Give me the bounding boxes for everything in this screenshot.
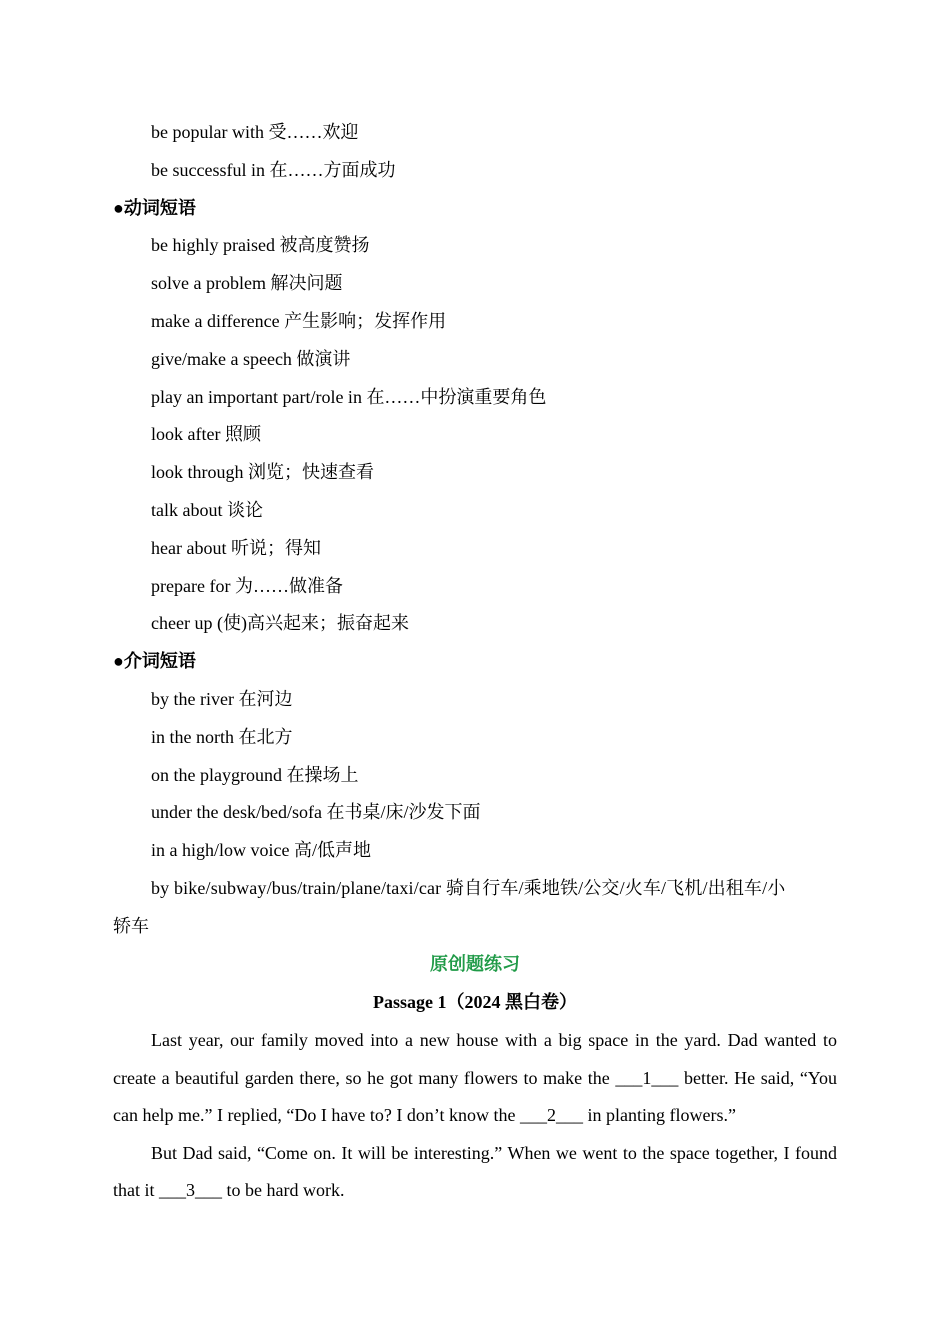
phrase-line: hear about 听说；得知 (151, 538, 321, 558)
phrase-line: be successful in 在……方面成功 (151, 160, 396, 180)
passage-paragraph: But Dad said, “Come on. It will be interesting.” When we went to the space together, I found that it ___3___ to be hard work. (113, 1142, 837, 1201)
passage-body (113, 1022, 837, 1210)
section-title: 原创题练习 (430, 954, 520, 974)
phrase-line: on the playground 在操场上 (151, 765, 359, 785)
phrase-line: cheer up (使)高兴起来；振奋起来 (151, 613, 409, 633)
phrase-line: solve a problem 解决问题 (151, 273, 343, 293)
phrase-line: prepare for 为……做准备 (151, 576, 343, 596)
phrase-line: look through 浏览；快速查看 (151, 462, 374, 482)
phrase-line: in a high/low voice 高/低声地 (151, 840, 371, 860)
passage-title: Passage 1（2024 黑白卷） (373, 992, 577, 1012)
phrase-line: by the river 在河边 (151, 689, 293, 709)
prep-phrases-heading: ●介词短语 (113, 651, 196, 671)
phrase-line: be popular with 受……欢迎 (151, 122, 359, 142)
phrase-line: be highly praised 被高度赞扬 (151, 235, 370, 255)
phrase-line-continued: 轿车 (113, 916, 149, 936)
phrase-line: by bike/subway/bus/train/plane/taxi/car 骑自行车/乘地铁/公交/火车/飞机/出租车/小 (151, 878, 786, 898)
phrase-line: give/make a speech 做演讲 (151, 349, 351, 369)
phrase-line: look after 照顾 (151, 424, 261, 444)
phrase-line: under the desk/bed/sofa 在书桌/床/沙发下面 (151, 802, 481, 822)
passage-paragraph: Last year, our family moved into a new house with a big space in the yard. Dad wanted to create a beautiful garden there, so he got many flowers to make the ___1___ better. He said, “You can help me.” I replied, “Do I have to? I don’t know the ___2___ in planting flowers.” (113, 1030, 837, 1126)
phrase-line: play an important part/role in 在……中扮演重要角色 (151, 387, 547, 407)
verb-phrases-heading: ●动词短语 (113, 198, 196, 218)
phrase-line: talk about 谈论 (151, 500, 263, 520)
phrase-line: in the north 在北方 (151, 727, 293, 747)
phrase-line: make a difference 产生影响；发挥作用 (151, 311, 447, 331)
